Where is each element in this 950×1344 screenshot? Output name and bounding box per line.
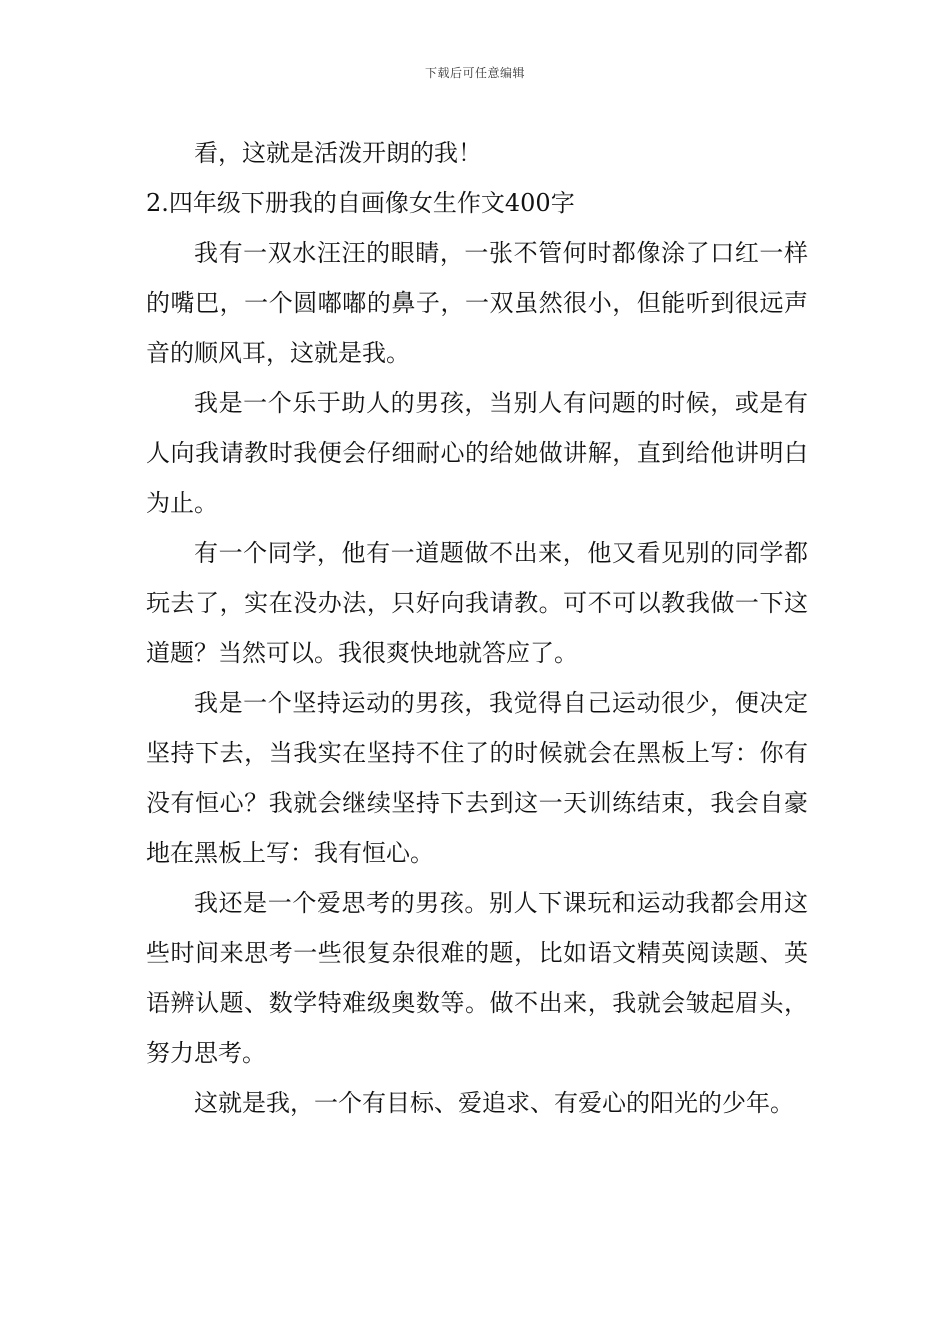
paragraph: 这就是我，一个有目标、爱追求、有爱心的阳光的少年。 <box>194 1089 794 1117</box>
section-title: 2.四年级下册我的自画像女生作文400字 <box>146 189 575 217</box>
paragraph: 我有一双水汪汪的眼睛，一张不管何时都像涂了口红一样的嘴巴，一个圆嘟嘟的鼻子，一双虽然很小，但能听到很远声音的顺风耳，这就是我。 <box>146 239 808 367</box>
intro-line: 看，这就是活泼开朗的我！ <box>194 139 482 167</box>
paragraph: 我还是一个爱思考的男孩。别人下课玩和运动我都会用这些时间来思考一些很复杂很难的题，比如语文精英阅读题、英语辨认题、数学特难级奥数等。做不出来，我就会皱起眉头，努力思考。 <box>146 889 808 1067</box>
paragraph: 有一个同学，他有一道题做不出来，他又看见别的同学都玩去了，实在没办法，只好向我请教。可不可以教我做一下这道题？当然可以。我很爽快地就答应了。 <box>146 539 808 667</box>
document-body <box>146 128 808 1128</box>
paragraph: 我是一个乐于助人的男孩，当别人有问题的时候，或是有人向我请教时我便会仔细耐心的给她做讲解，直到给他讲明白为止。 <box>146 389 808 517</box>
paragraph: 我是一个坚持运动的男孩，我觉得自己运动很少，便决定坚持下去，当我实在坚持不住了的时候就会在黑板上写：你有没有恒心？我就会继续坚持下去到这一天训练结束，我会自豪地在黑板上写：我有恒心。 <box>146 689 808 867</box>
page-header: 下载后可任意编辑 <box>424 66 525 80</box>
